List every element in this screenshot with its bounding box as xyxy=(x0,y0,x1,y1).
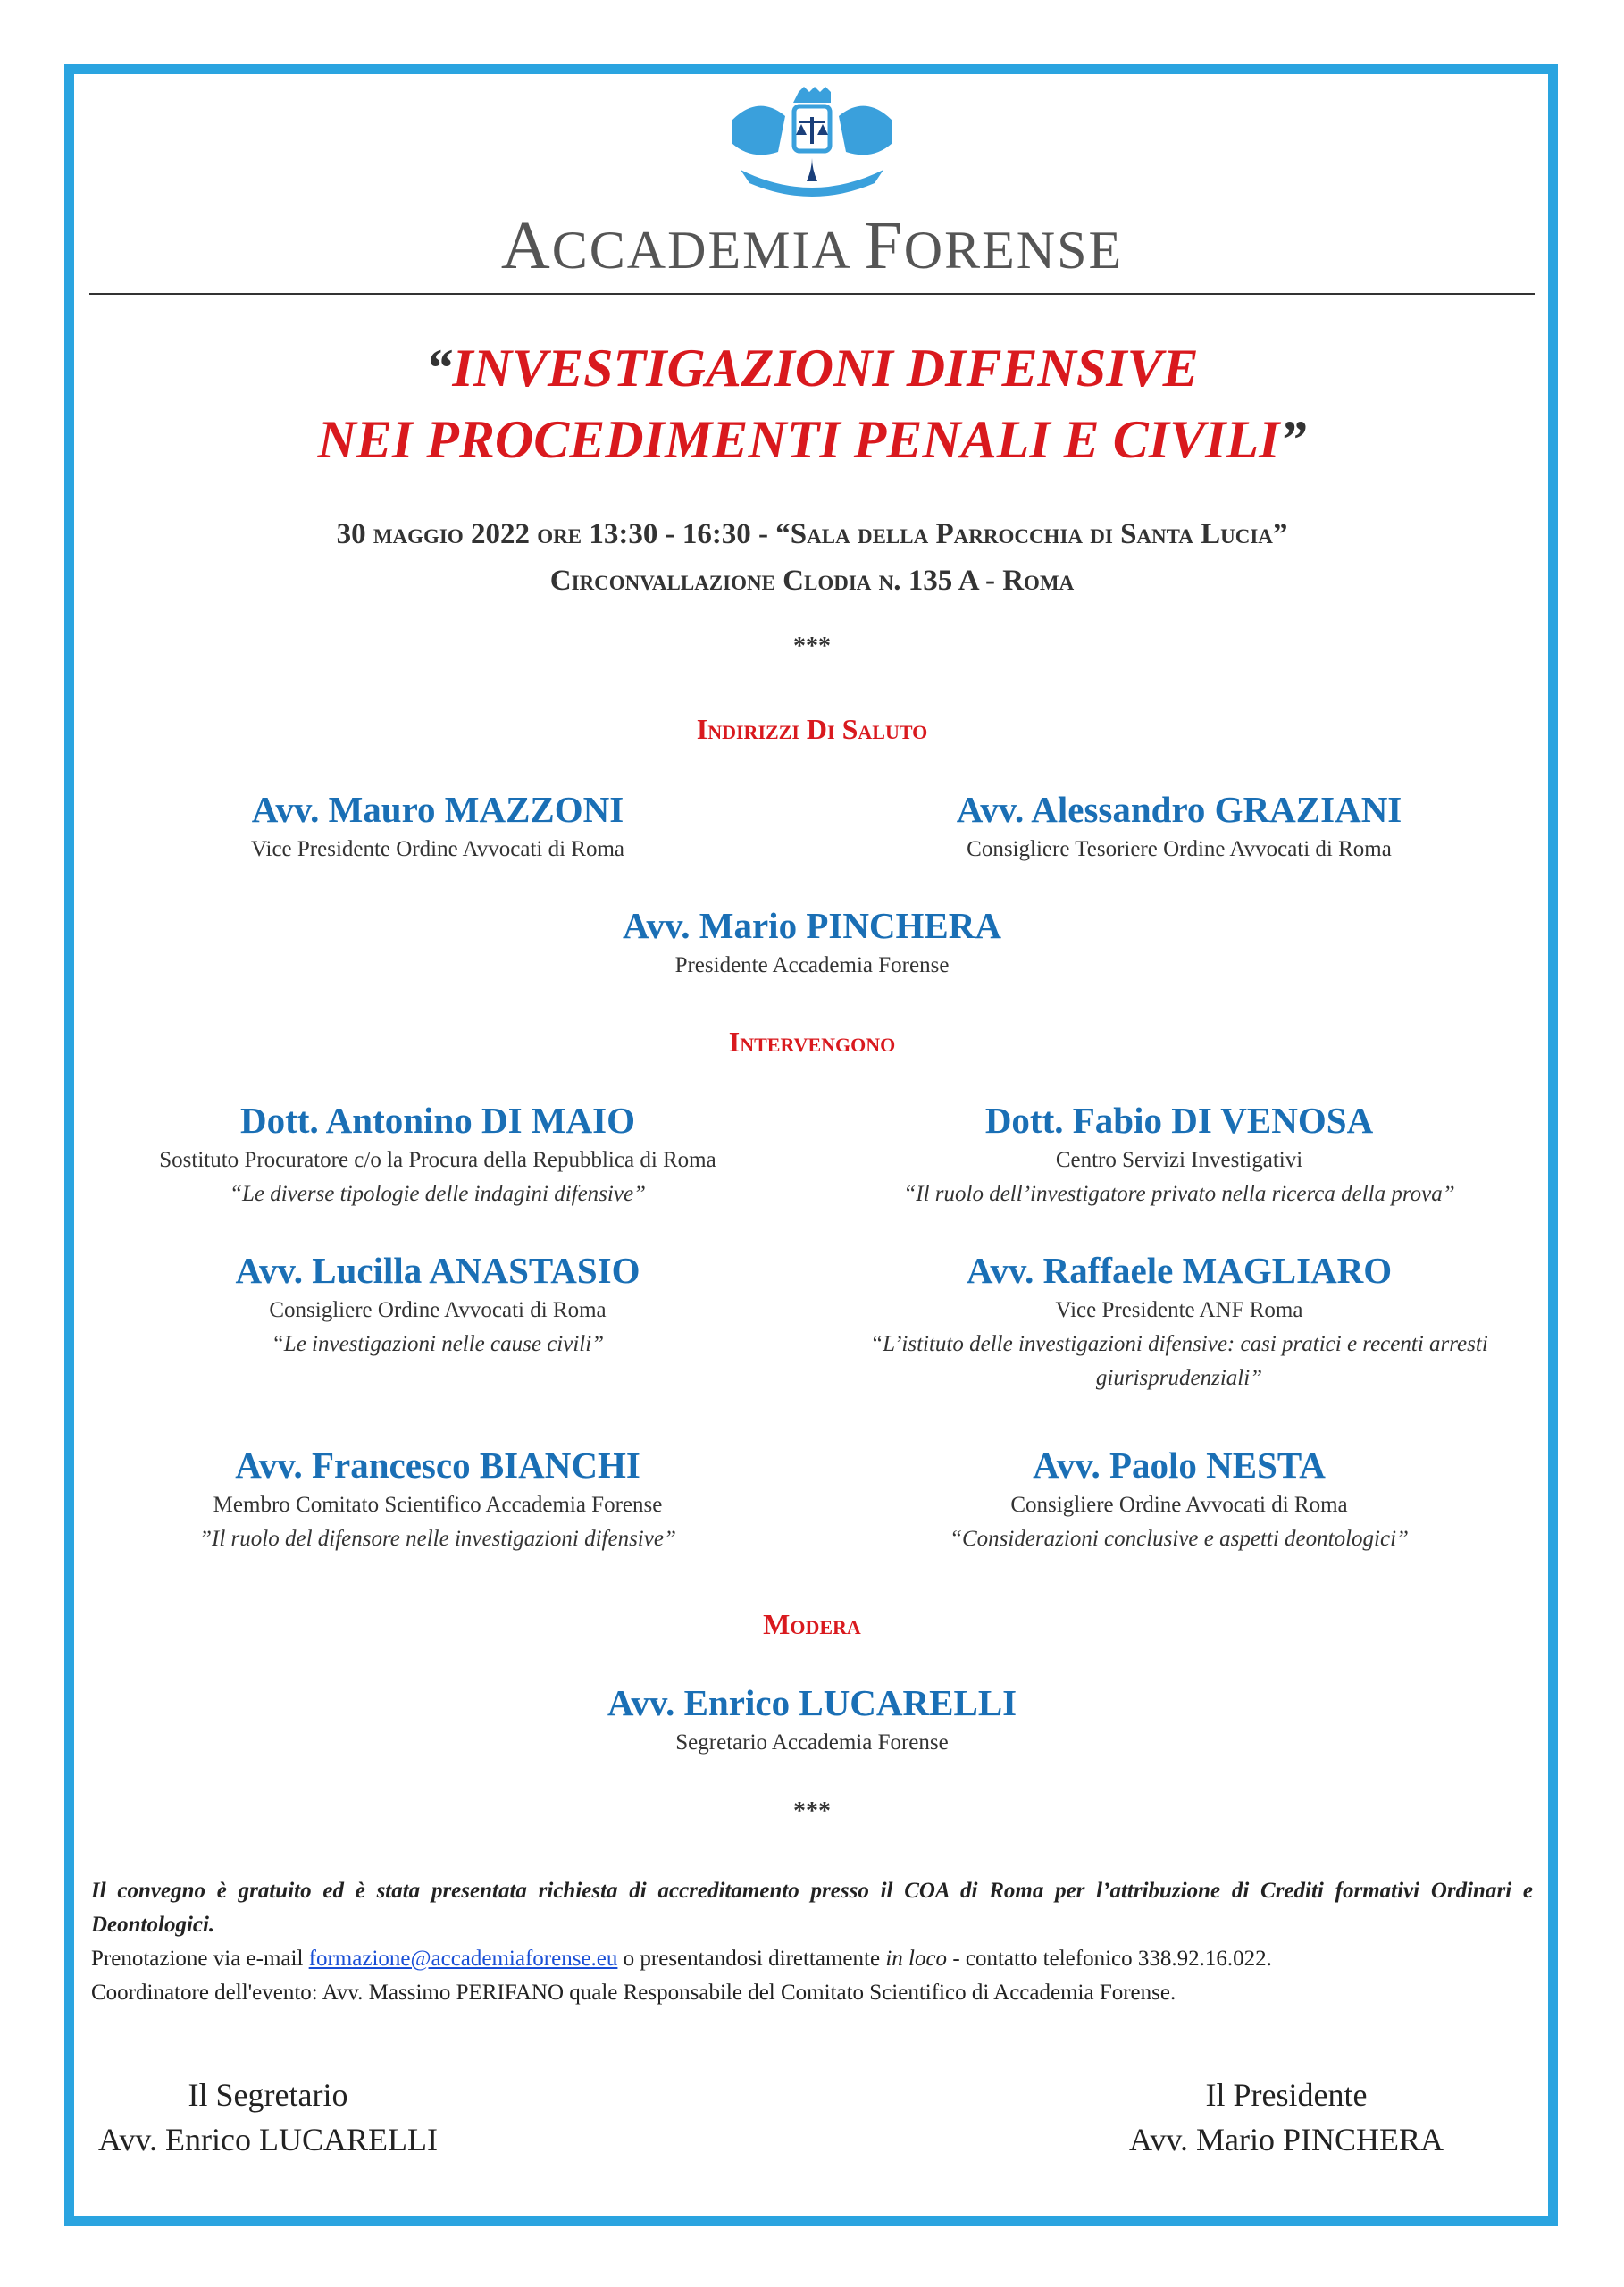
signature-title: Il Segretario xyxy=(188,2077,348,2113)
person-role: Centro Servizi Investigativi xyxy=(1055,1148,1303,1172)
speaker xyxy=(813,1097,1545,1211)
booking-line: Prenotazione via e-mail formazione@accademiaforense.eu o presentandosi direttamente in loco - contatto telefonico 338.92.16.022. xyxy=(91,1947,1272,1971)
person-name: Avv. Paolo NESTA xyxy=(1033,1445,1326,1486)
person-name: Avv. Alessandro GRAZIANI xyxy=(956,789,1402,830)
section-speakers: Intervengono xyxy=(728,1026,896,1058)
section-greetings: Indirizzi Di Saluto xyxy=(696,713,928,745)
coordinator-note: Coordinatore dell'evento: Avv. Massimo PERIFANO quale Responsabile del Comitato Scientifico di Accademia Forense. xyxy=(91,1981,1176,2005)
person-role: Consigliere Ordine Avvocati di Roma xyxy=(1010,1493,1348,1517)
talk-topic: ”Il ruolo del difensore nelle investigazioni difensive” xyxy=(199,1527,676,1551)
accreditation-note: Il convegno è gratuito ed è stata presentata richiesta di accreditamento presso il COA di Roma per l’attribuzione di Crediti formativi Ordinari e Deontologici. xyxy=(91,1879,1533,1937)
talk-topic: “Le diverse tipologie delle indagini difensive” xyxy=(230,1182,646,1206)
title-line-1: INVESTIGAZIONI DIFENSIVE xyxy=(452,339,1199,398)
signature-president xyxy=(1099,2073,1474,2162)
person-name: Avv. Mauro MAZZONI xyxy=(251,789,624,830)
speaker xyxy=(80,1097,795,1211)
brand-name xyxy=(0,207,1624,285)
section-moderator: Modera xyxy=(763,1608,861,1640)
speaker xyxy=(813,1247,1545,1395)
person-role: Consigliere Tesoriere Ordine Avvocati di Roma xyxy=(967,837,1392,861)
crest-icon xyxy=(714,85,910,201)
person-role: Presidente Accademia Forense xyxy=(674,953,950,977)
separator: *** xyxy=(793,1797,831,1825)
greeting-person xyxy=(0,902,1624,983)
person-role: Vice Presidente Ordine Avvocati di Roma xyxy=(250,837,625,861)
person-name: Avv. Enrico LUCARELLI xyxy=(607,1682,1017,1723)
signature-title: Il Presidente xyxy=(1205,2077,1368,2113)
booking-email-link[interactable]: formazione@accademiaforense.eu xyxy=(308,1947,618,1971)
logo xyxy=(0,85,1624,201)
person-role: Vice Presidente ANF Roma xyxy=(1055,1298,1303,1322)
signature-secretary xyxy=(80,2073,456,2162)
signature-name: Avv. Enrico LUCARELLI xyxy=(98,2122,438,2157)
talk-topic: “Le investigazioni nelle cause civili” xyxy=(271,1332,605,1356)
person-name: Avv. Raffaele MAGLIARO xyxy=(966,1250,1393,1291)
talk-topic: “Il ruolo dell’investigatore privato nella ricerca della prova” xyxy=(903,1182,1455,1206)
signature-name: Avv. Mario PINCHERA xyxy=(1129,2122,1444,2157)
speaker xyxy=(80,1442,795,1556)
talk-topic: “L’istituto delle investigazioni difensive: casi pratici e recenti arresti giurisprudenziali” xyxy=(870,1332,1488,1390)
event-details xyxy=(0,511,1624,604)
greeting-person xyxy=(80,786,795,867)
header-divider xyxy=(89,293,1535,295)
event-title xyxy=(0,332,1624,475)
moderator xyxy=(0,1680,1624,1760)
person-role: Membro Comitato Scientifico Accademia Forense xyxy=(213,1493,663,1517)
event-notes xyxy=(91,1874,1533,2010)
brand-word-1: CCADEMIA xyxy=(551,221,865,280)
speaker xyxy=(80,1247,795,1361)
brand-word-2: ORENSE xyxy=(903,221,1124,280)
speaker xyxy=(813,1442,1545,1556)
title-line-2: NEI PROCEDIMENTI PENALI E CIVILI xyxy=(317,410,1280,469)
event-date-venue: 30 maggio 2022 ore 13:30 - 16:30 - “Sala della Parrocchia di Santa Lucia” xyxy=(336,518,1288,550)
event-address: Circonvallazione Clodia n. 135 A - Roma xyxy=(549,565,1075,597)
person-name: Avv. Lucilla ANASTASIO xyxy=(235,1250,640,1291)
separator: *** xyxy=(793,632,831,660)
greeting-person xyxy=(813,786,1545,867)
person-role: Segretario Accademia Forense xyxy=(675,1730,949,1755)
person-name: Dott. Fabio DI VENOSA xyxy=(984,1100,1374,1141)
person-role: Consigliere Ordine Avvocati di Roma xyxy=(269,1298,607,1322)
brand-initial: A xyxy=(500,208,552,283)
talk-topic: “Considerazioni conclusive e aspetti deontologici” xyxy=(950,1527,1409,1551)
person-role: Sostituto Procuratore c/o la Procura della Repubblica di Roma xyxy=(159,1148,716,1172)
brand-initial-2: F xyxy=(864,208,904,283)
person-name: Avv. Mario PINCHERA xyxy=(622,905,1001,946)
person-name: Avv. Francesco BIANCHI xyxy=(235,1445,640,1486)
person-name: Dott. Antonino DI MAIO xyxy=(240,1100,635,1141)
